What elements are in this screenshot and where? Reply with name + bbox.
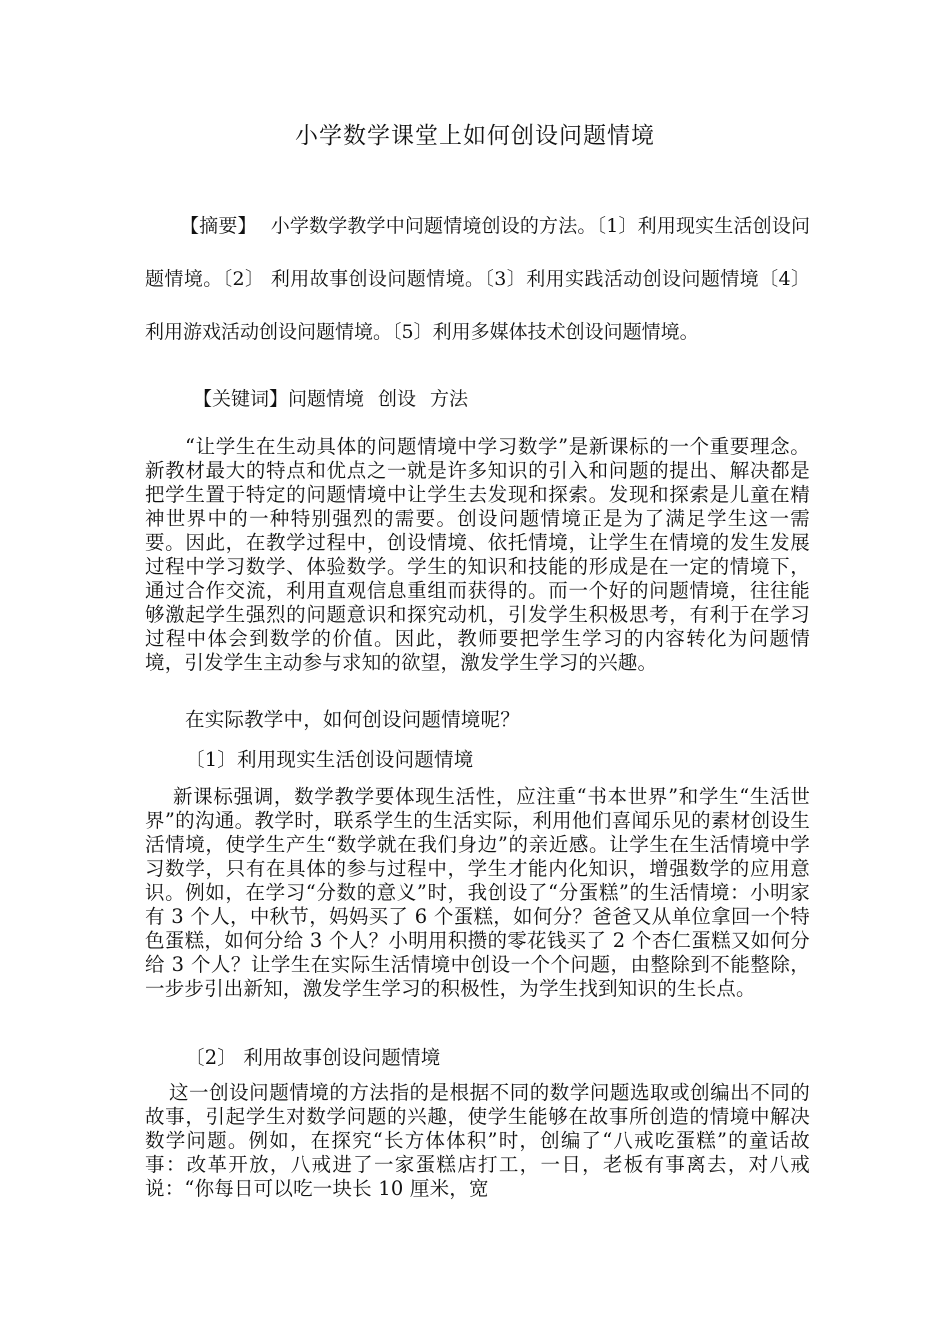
keyword-item: 问题情境 bbox=[288, 388, 365, 410]
keywords-label: 【关键词】 bbox=[193, 388, 289, 410]
section-heading-1: 〔1〕利用现实生活创设问题情境 bbox=[185, 748, 474, 771]
intro-paragraph: “让学生在生动具体的问题情境中学习数学”是新课标的一个重要理念。新教材最大的特点和优点之一就是许多知识的引入和问题的提出、解决都是把学生置于特定的问题情境中让学生去发现和探索。发现和探索是儿童在精神世界中的一种特别强烈的需要。创设问题情境正是为了满足学生这一需要。因此，在教学过程中，创设情境、依托情境，让学生在情境的发生发展过程中学习数学、体验数学。学生的知识和技能的形成是在一定的情境下，通过合作交流，利用直观信息重组而获得的。而一个好的问题情境，往往能够激起学生强烈的问题意识和探究动机，引发学生积极思考，有利于在学习过程中体会到数学的价值。因此，教师要把学生学习的内容转化为问题情境，引发学生主动参与求知的欲望，激发学生学习的兴趣。 bbox=[145, 435, 810, 674]
keyword-item: 方法 bbox=[430, 388, 469, 410]
keywords bbox=[145, 384, 810, 414]
section-1-paragraph: 新课标强调，数学教学要体现生活性，应注重“书本世界”和学生“生活世界”的沟通。教学时，联系学生的生活实际，利用他们喜闻乐见的素材创设生活情境，使学生产生“数学就在我们身边”的亲近感。让学生在生活情境中学习数学，只有在具体的参与过程中，学生才能内化知识，增强数学的应用意识。例如，在学习“分数的意义”时，我创设了“分蛋糕”的生活情境：小明家有 3 个人，中秋节，妈妈买了 6 个蛋糕，如何分？爸爸又从单位拿回一个特色蛋糕，如何分给 3 个人？小明用积攒的零花钱买了 2 个杏仁蛋糕又如何分给 3 个人？让学生在实际生活情境中创设一个个问题，由整除到不能整除，一步步引出新知，激发学生学习的积极性，为学生找到知识的生长点。 bbox=[145, 785, 810, 1000]
abstract bbox=[145, 200, 810, 359]
question-paragraph: 在实际教学中，如何创设问题情境呢？ bbox=[185, 708, 520, 731]
document-title: 小学数学课堂上如何创设问题情境 bbox=[295, 123, 655, 149]
keyword-item: 创设 bbox=[378, 388, 417, 410]
abstract-label: 【摘要】 bbox=[180, 215, 257, 237]
section-2-paragraph: 这一创设问题情境的方法指的是根据不同的数学问题选取或创编出不同的故事，引起学生对数学问题的兴趣，使学生能够在故事所创造的情境中解决数学问题。例如，在探究“长方体体积”时，创编了“八戒吃蛋糕”的童话故事：改革开放，八戒进了一家蛋糕店打工，一日，老板有事离去，对八戒说：“你每日可以吃一块长 10 厘米，宽 bbox=[145, 1081, 810, 1200]
section-heading-2: 〔2〕 利用故事创设问题情境 bbox=[185, 1046, 441, 1069]
abstract-text: 小学数学教学中问题情境创设的方法。〔1〕利用现实生活创设问题情境。〔2〕 利用故事创设问题情境。〔3〕利用实践活动创设问题情境〔4〕利用游戏活动创设问题情境。〔5〕利用多媒体技术创设问题情境。 bbox=[145, 215, 810, 343]
